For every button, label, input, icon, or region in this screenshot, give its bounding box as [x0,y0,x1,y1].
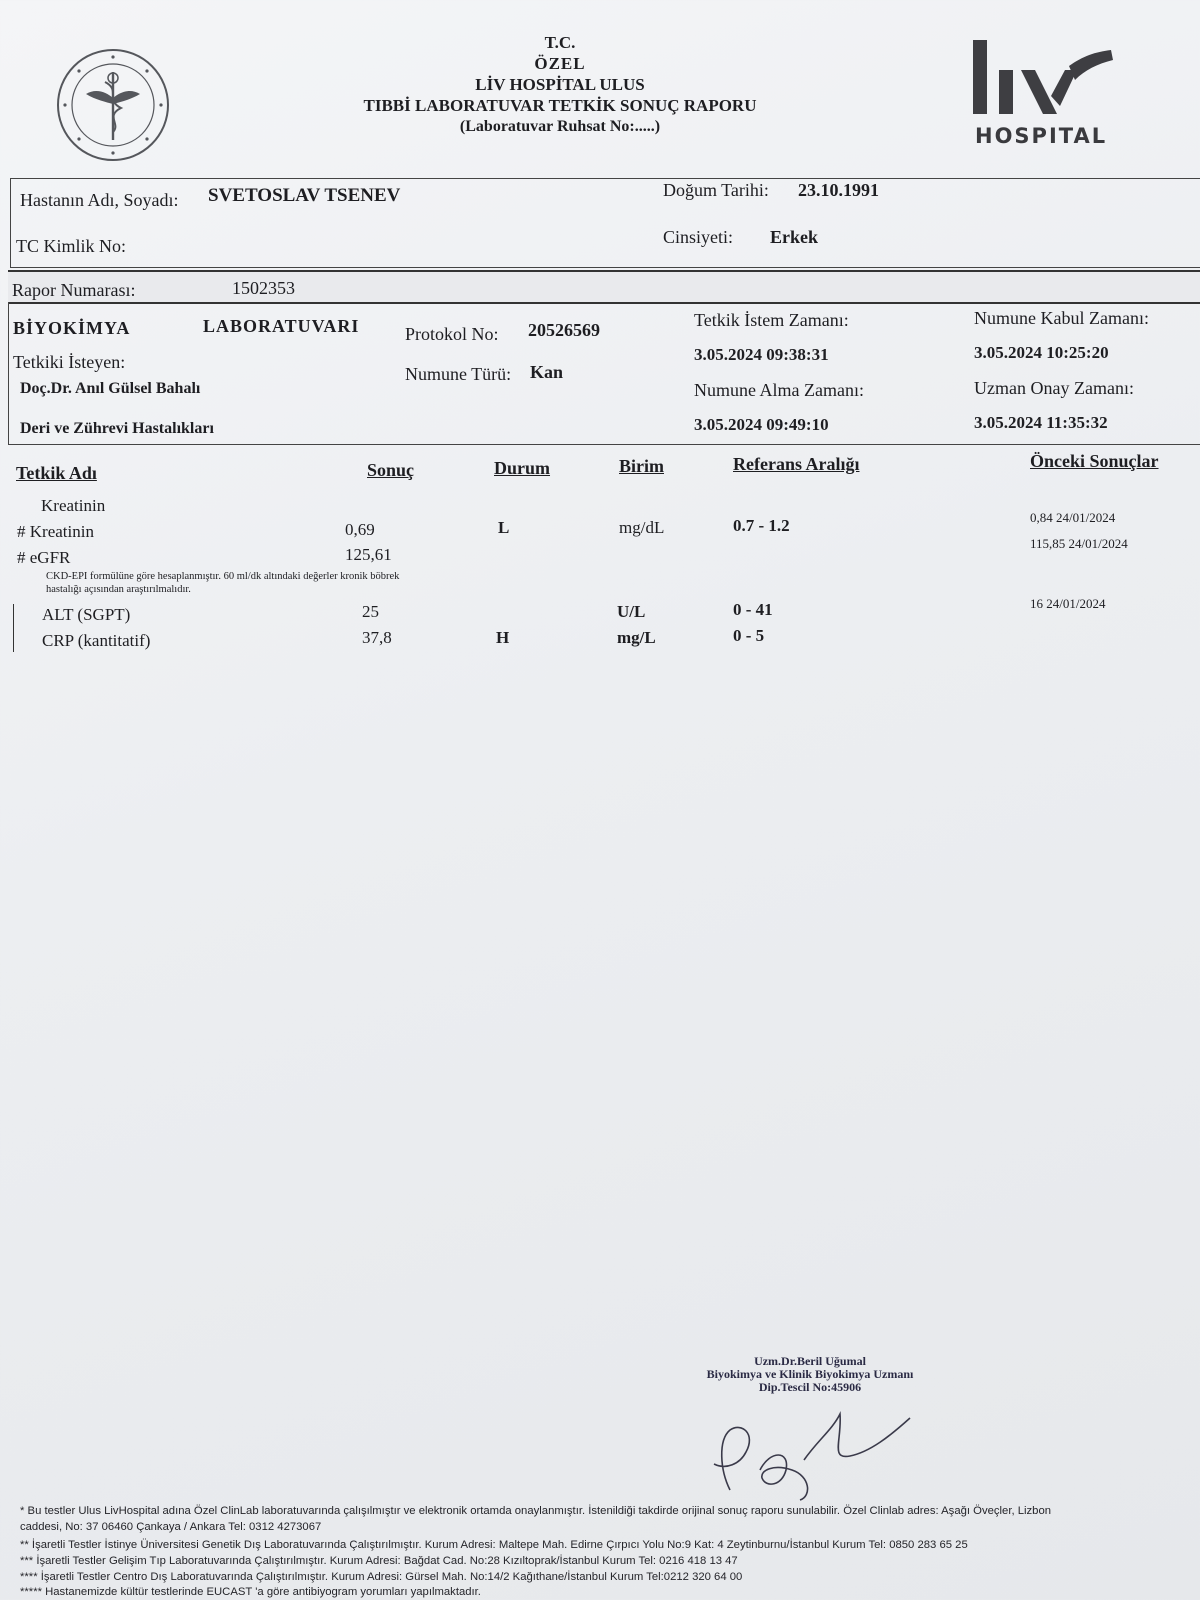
sample-type: Kan [530,362,564,382]
protocol-number: 20526569 [528,320,600,340]
patient-name-label: Hastanın Adı, Soyadı: [20,190,179,210]
ministry-seal-icon [56,48,170,162]
col-header-test: Tetkik Adı [16,463,97,483]
footnote-1b: caddesi, No: 37 06460 Çankaya / Ankara Tel: 0312 4273067 [20,1521,322,1533]
report-number: 1502353 [232,278,295,298]
test-result: 25 [362,602,379,621]
footnote-5: ***** Hastanemizde kültür testlerinde EUCAST 'a göre antibiyogram yorumları yapılmaktadır. [20,1586,481,1598]
report-title [300,32,820,137]
test-unit: mg/L [617,628,656,647]
dob-value: 23.10.1991 [798,180,879,200]
sample-type-label: Numune Türü: [405,364,512,384]
sample-taken-label: Numune Alma Zamanı: [694,380,864,400]
test-result: 0,69 [345,520,375,539]
test-status: H [496,628,510,647]
test-previous: 16 24/01/2024 [1030,596,1106,611]
sex-label: Cinsiyeti: [663,227,734,247]
dob-label: Doğum Tarihi: [663,180,769,200]
col-header-unit: Birim [619,456,664,476]
doctor-stamp [640,1355,980,1394]
requester-label: Tetkiki İsteyen: [13,352,126,372]
test-group-label: Kreatinin [41,496,106,515]
patient-info-box [10,178,1200,268]
lab-dept-2: LABORATUVARI [203,316,360,336]
requester-name: Doç.Dr. Anıl Gülsel Bahalı [20,380,201,397]
stamp-line-3: Dip.Tescil No:45906 [758,1380,862,1394]
test-reference: 0.7 - 1.2 [733,516,790,535]
test-result: 125,61 [345,545,392,564]
patient-name: SVETOSLAV TSENEV [208,185,401,206]
request-time: 3.05.2024 09:38:31 [694,345,829,364]
stamp-line-1: Uzm.Dr.Beril Uğumal [754,1354,866,1368]
report-number-bar [8,270,1200,304]
test-unit: mg/dL [619,518,665,537]
footnote-4: **** İşaretli Testler Centro Dış Laboratuvarında Çalıştırılmıştır. Kurum Adresi: Gürsel Mah. No:14/2 Kağıthane/İstanbul Kurum Tel:0212 320 64 00 [20,1571,743,1583]
tc-label: TC Kimlik No: [16,236,127,256]
title-line-3: LİV HOSPİTAL ULUS [475,75,645,94]
col-header-status: Durum [494,458,551,478]
lab-dept-1: BİYOKİMYA [13,318,131,338]
approval-time: 3.05.2024 11:35:32 [974,413,1108,432]
title-line-2: ÖZEL [534,54,586,73]
test-result: 37,8 [362,628,392,647]
title-line-1: T.C. [544,33,576,52]
department-name: Deri ve Zührevi Hastalıkları [20,420,214,437]
test-name: CRP (kantitatif) [42,631,151,650]
test-previous: 115,85 24/01/2024 [1030,536,1128,551]
egfr-note-line-1: CKD-EPI formülüne göre hesaplanmıştır. 60 ml/dk altındaki değerler kronik böbrek [46,571,400,582]
logo-hospital-text: HOSPITAL [975,124,1108,148]
test-unit: U/L [617,602,646,621]
stamp-line-2: Biyokimya ve Klinik Biyokimya Uzmanı [706,1367,914,1381]
title-line-5: (Laboratuvar Ruhsat No:.....) [459,118,661,135]
protocol-label: Protokol No: [405,324,499,344]
row-group-bar [13,604,14,652]
col-header-result: Sonuç [367,460,415,480]
egfr-note-line-2: hastalığı açısından araştırılmalıdır. [46,584,191,595]
col-header-prev: Önceki Sonuçlar [1030,451,1159,471]
footnote-2: ** İşaretli Testler İstinye Üniversitesi Genetik Dış Laboratuvarında Çalıştırılmıştır. Kurum Adresi: Maltepe Mah. Edirne Çırpıcı Yolu No:9 Kat: 4 Zeytinburnu/İstanbul Kurum Tel: 0850 283 65 25 [20,1539,968,1551]
col-header-ref: Referans Aralığı [733,454,860,474]
test-name: ALT (SGPT) [42,605,131,624]
test-name: # Kreatinin [17,522,94,541]
footnote-3: *** İşaretli Testler Gelişim Tıp Laboratuvarında Çalıştırılmıştır. Kurum Adresi: Bağdat Cad. No:28 Kızıltoprak/İstanbul Kurum Tel: 0216 418 13 47 [20,1555,738,1567]
approval-label: Uzman Onay Zamanı: [974,378,1134,398]
title-line-4: TIBBİ LABORATUVAR TETKİK SONUÇ RAPORU [363,96,757,115]
report-number-label: Rapor Numarası: [12,280,136,300]
test-status: L [498,518,510,537]
footnote-1a: * Bu testler Ulus LivHospital adına Özel ClinLab laboratuvarında çalışılmıştır ve elektronik ortamda onaylanmıştır. İstenildiği takdirde orijinal sonuç raporu sunulabilir. Özel Clinlab adres: Aşağı Öveçler, Lizbon [20,1505,1052,1517]
sample-accept-time: 3.05.2024 10:25:20 [974,343,1109,362]
request-time-label: Tetkik İstem Zamanı: [694,310,849,330]
test-reference: 0 - 41 [733,600,773,619]
test-reference: 0 - 5 [733,626,765,645]
handwritten-signature-icon [700,1400,960,1510]
sample-taken-time: 3.05.2024 09:49:10 [694,415,829,434]
sample-accept-label: Numune Kabul Zamanı: [974,308,1149,328]
sex-value: Erkek [770,227,819,247]
test-previous: 0,84 24/01/2024 [1030,510,1116,525]
test-name: # eGFR [17,548,71,567]
